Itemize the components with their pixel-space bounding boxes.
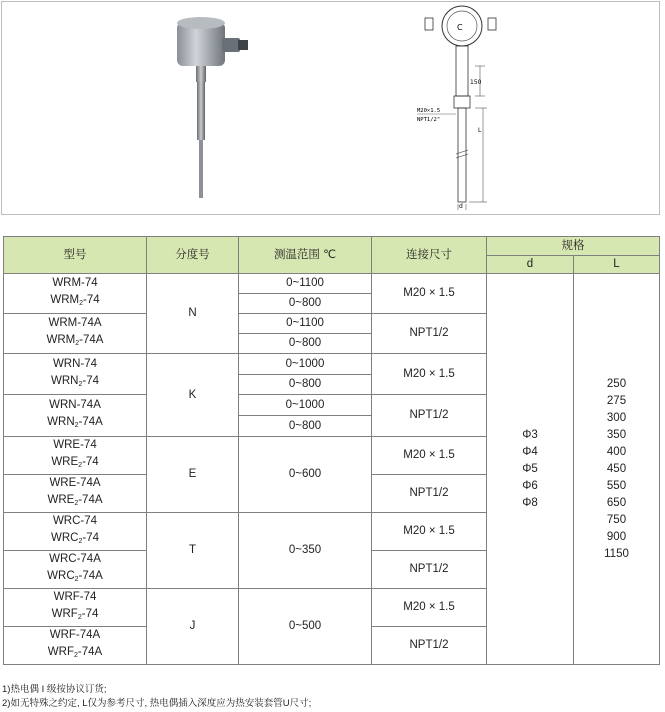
connection-cell: NPT1/2 [372,395,487,437]
connection-cell: NPT1/2 [372,551,487,589]
graduation-cell: K [147,354,239,437]
range-cell: 0~1000 [239,395,372,416]
graduation-cell: T [147,513,239,589]
d-values-cell: Φ3 Φ4 Φ5 Φ6 Φ8 [487,274,574,665]
thread-m20-label: M20×1.5 [417,108,441,114]
connection-cell: M20 × 1.5 [372,589,487,627]
range-cell: 0~600 [239,437,372,513]
model-cell: WRN-74 $WRN_2-74$ [4,354,147,395]
dim-d-label: d [459,203,463,210]
header-graduation: 分度号 [147,237,239,274]
model-cell: WRC-74A $WRC_2-74A$ [4,551,147,589]
header-range: 测温范围 ℃ [239,237,372,274]
range-cell: 0~350 [239,513,372,589]
range-cell: 0~800 [239,416,372,437]
thread-npt-label: NPT1/2" [417,117,441,123]
connection-cell: M20 × 1.5 [372,274,487,314]
model-cell: WRC-74 $WRC_2-74$ [4,513,147,551]
header-connection: 连接尺寸 [372,237,487,274]
figure-panel [1,1,660,215]
connection-cell: NPT1/2 [372,314,487,354]
L-values-cell: 250 275 300 350 400 450 550 650 750 900 1150 [574,274,660,665]
header-spec: 规格 [487,237,660,256]
range-cell: 0~1100 [239,274,372,294]
connection-cell: M20 × 1.5 [372,513,487,551]
footnote-2: 2)如无特殊之约定, L仅为参考尺寸, 热电偶插入深度应为热安装套管U尺寸; [2,698,312,709]
graduation-cell: J [147,589,239,665]
header-d: d [487,256,574,274]
header-L: L [574,256,660,274]
graduation-cell: N [147,274,239,354]
model-cell: WRM-74A $WRM_2-74A$ [4,314,147,354]
connection-cell: NPT1/2 [372,475,487,513]
range-cell: 0~800 [239,334,372,354]
range-cell: 0~1000 [239,354,372,375]
footnotes [2,683,311,711]
connection-cell: NPT1/2 [372,627,487,665]
dimension-drawing [407,4,527,214]
product-photo [152,10,272,200]
model-cell: WRE-74 $WRE_2-74$ [4,437,147,475]
model-cell: WRN-74A $WRN_2-74A$ [4,395,147,437]
footnote-1: 1)热电偶 I 级按协议订货; [2,684,107,695]
connection-cell: M20 × 1.5 [372,354,487,395]
model-cell: WRM-74 $WRM_2-74$ [4,274,147,314]
header-model: 型号 [4,237,147,274]
range-cell: 0~800 [239,375,372,395]
connection-cell: M20 × 1.5 [372,437,487,475]
range-cell: 0~800 [239,294,372,314]
dim-150-label: 150 [470,79,482,86]
model-cell: WRF-74 $WRF_2-74$ [4,589,147,627]
model-cell: WRE-74A $WRE_2-74A$ [4,475,147,513]
model-cell: WRF-74A $WRF_2-74A$ [4,627,147,665]
dim-L-label: L [478,127,482,134]
spec-table [3,236,660,665]
graduation-cell: E [147,437,239,513]
range-cell: 0~500 [239,589,372,665]
range-cell: 0~1100 [239,314,372,334]
svg-text:C: C [457,23,463,32]
